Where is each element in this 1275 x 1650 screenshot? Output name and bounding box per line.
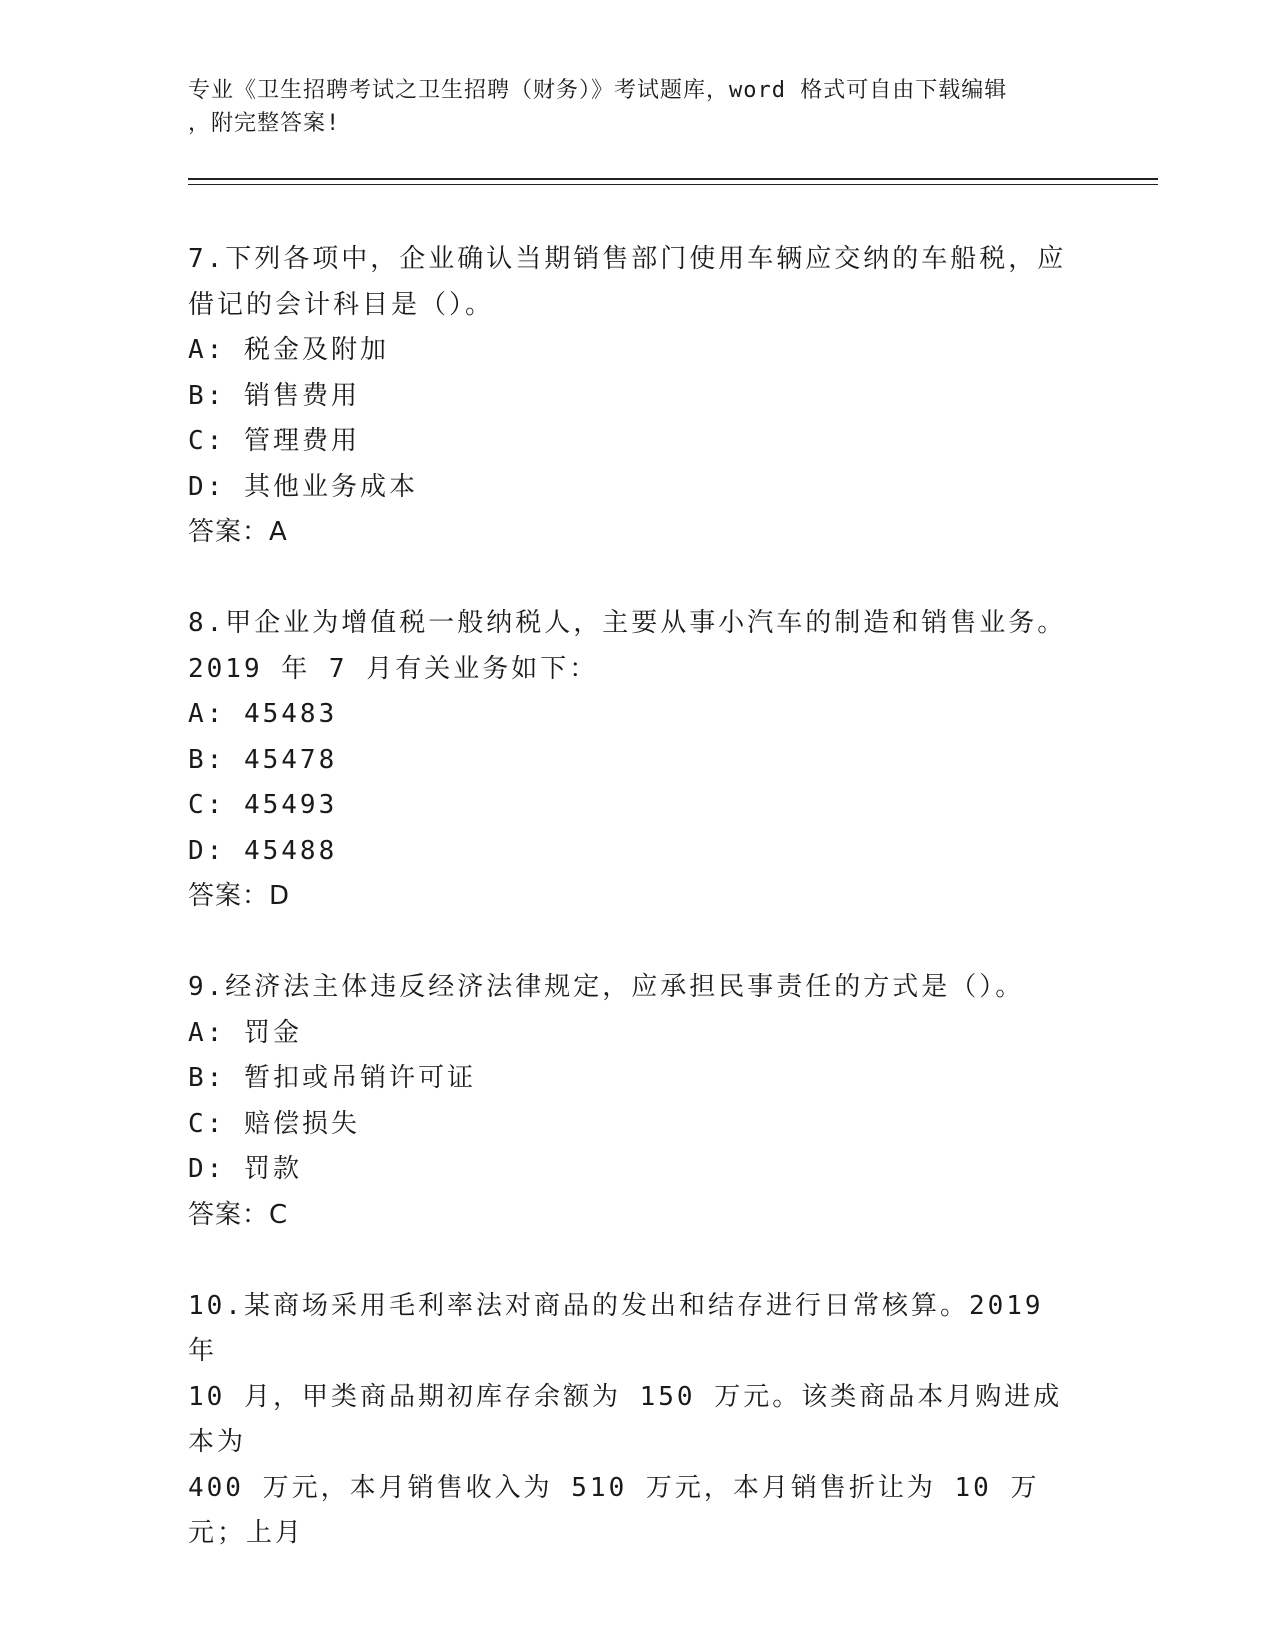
- question-spacer: [188, 920, 1068, 966]
- question-stem-line: 10.某商场采用毛利率法对商品的发出和结存进行日常核算。2019 年: [188, 1290, 1063, 1366]
- option-a: A: 税金及附加: [188, 335, 389, 365]
- question-stem-line: 2019 年 7 月有关业务如下：: [188, 653, 599, 684]
- answer: 答案：A: [188, 517, 288, 547]
- question-list: [188, 237, 1068, 1557]
- question-stem-line: 7.下列各项中，企业确认当期销售部门使用车辆应交纳的车船税，应: [188, 244, 1067, 274]
- option-c: C: 管理费用: [188, 426, 360, 456]
- document-header: [188, 74, 1068, 140]
- option-d: D: 45488: [188, 835, 338, 866]
- option-b: B: 销售费用: [188, 380, 360, 411]
- option-c: C: 赔偿损失: [188, 1108, 360, 1139]
- question-spacer: [188, 1238, 1068, 1284]
- answer: 答案：D: [188, 881, 291, 911]
- question-stem-line: 10 月，甲类商品期初库存余额为 150 万元。该类商品本月购进成本为: [188, 1381, 1063, 1457]
- option-a: A: 罚金: [188, 1017, 302, 1048]
- option-c: C: 45493: [188, 790, 338, 820]
- header-line-1: 专业《卫生招聘考试之卫生招聘（财务）》考试题库，word 格式可自由下载编辑: [188, 78, 1008, 103]
- question-10: [188, 1284, 1068, 1557]
- header-line-2: ，附完整答案!: [188, 111, 341, 136]
- question-stem-line: 借记的会计科目是（）。: [188, 289, 495, 320]
- option-b: B: 暂扣或吊销许可证: [188, 1063, 476, 1093]
- question-stem-line: 9.经济法主体违反经济法律规定，应承担民事责任的方式是（）。: [188, 972, 1025, 1002]
- question-7: [188, 237, 1068, 556]
- question-stem-line: 8.甲企业为增值税一般纳税人，主要从事小汽车的制造和销售业务。: [188, 608, 1067, 638]
- header-divider-thin: [188, 184, 1158, 185]
- option-b: B: 45478: [188, 744, 338, 775]
- question-spacer: [188, 556, 1068, 602]
- option-d: D: 罚款: [188, 1154, 302, 1184]
- answer: 答案：C: [188, 1199, 289, 1230]
- header-divider-thick: [188, 178, 1158, 180]
- question-8: [188, 601, 1068, 920]
- option-a: A: 45483: [188, 699, 338, 729]
- option-d: D: 其他业务成本: [188, 471, 418, 502]
- question-9: [188, 965, 1068, 1238]
- question-stem-line: 400 万元，本月销售收入为 510 万元，本月销售折让为 10 万元；上月: [188, 1472, 1040, 1548]
